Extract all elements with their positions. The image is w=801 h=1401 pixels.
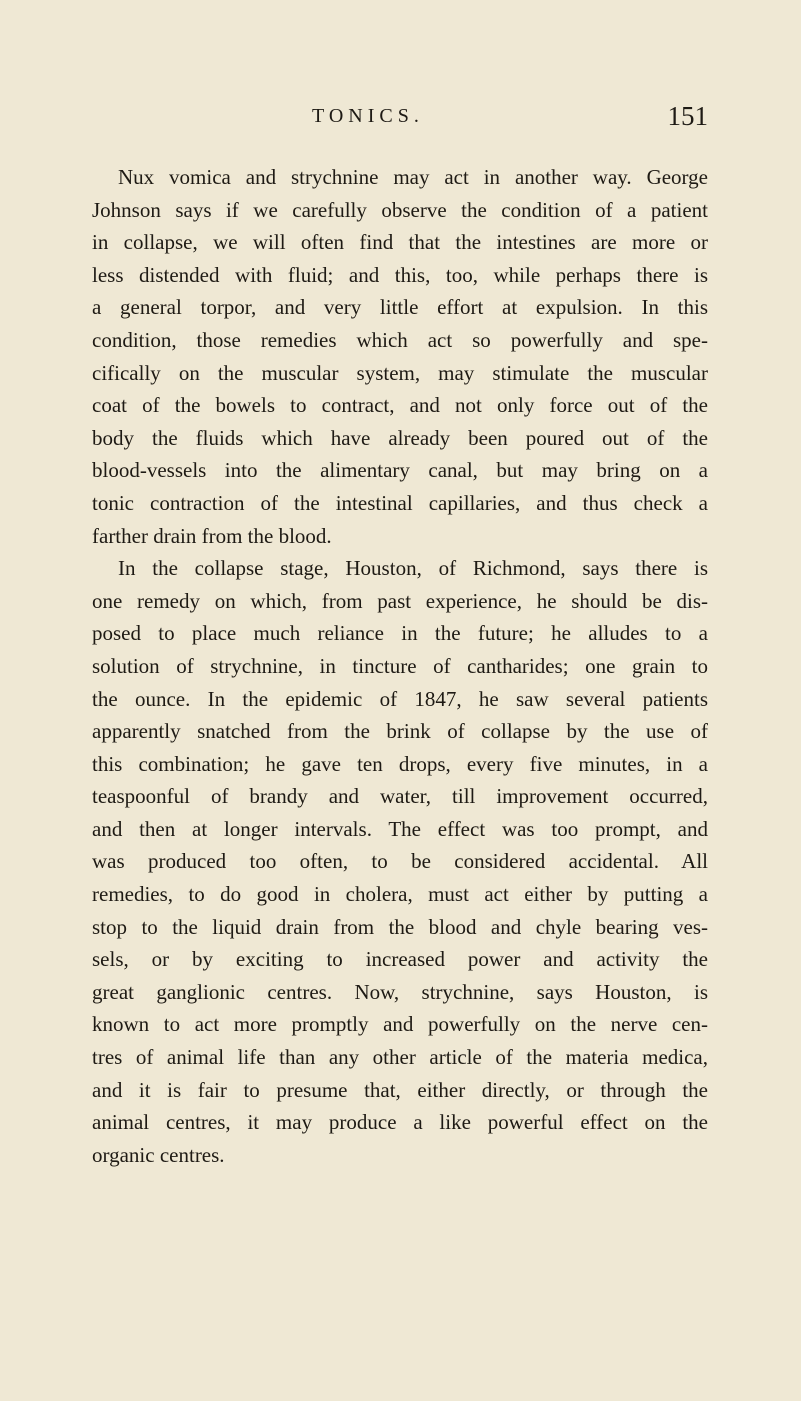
text-line: remedies, to do good in cholera, must act either by putting a — [92, 882, 708, 907]
running-head — [92, 100, 708, 132]
body-text — [92, 161, 708, 1171]
text-line: stop to the liquid drain from the blood and chyle bearing ves- — [92, 914, 708, 939]
text-line: this combination; he gave ten drops, every five minutes, in a — [92, 751, 708, 776]
text-line: condition, those remedies which act so powerfully and spe- — [92, 327, 708, 352]
text-line: animal centres, it may produce a like powerful effect on the — [92, 1110, 708, 1135]
text-line: farther drain from the blood. — [92, 523, 332, 548]
paragraph-2 — [92, 552, 708, 1171]
text-line: known to act more promptly and powerfully on the nerve cen- — [92, 1012, 708, 1037]
text-line: the ounce. In the epidemic of 1847, he saw several patients — [92, 686, 708, 711]
text-line: one remedy on which, from past experience, he should be dis- — [92, 588, 708, 613]
text-line: was produced too often, to be considered accidental. All — [92, 849, 708, 874]
text-line: solution of strychnine, in tincture of cantharides; one grain to — [92, 653, 708, 678]
page-number: 151 — [667, 101, 708, 131]
text-line: less distended with fluid; and this, too, while perhaps there is — [92, 262, 708, 287]
text-line: coat of the bowels to contract, and not only force out of the — [92, 393, 708, 418]
text-line: Nux vomica and strychnine may act in another way. George — [118, 165, 708, 189]
text-line: cifically on the muscular system, may stimulate the muscular — [92, 360, 708, 385]
text-line: Johnson says if we carefully observe the condition of a patient — [92, 197, 708, 222]
text-line: tres of animal life than any other article of the materia medica, — [92, 1045, 708, 1070]
running-title: TONICS. — [312, 105, 424, 127]
text-line: blood-vessels into the alimentary canal, but may bring on a — [92, 458, 708, 483]
text-line: apparently snatched from the brink of collapse by the use of — [92, 719, 708, 744]
text-line: In the collapse stage, Houston, of Richmond, says there is — [118, 556, 708, 581]
text-line: a general torpor, and very little effort at expulsion. In this — [92, 295, 708, 320]
text-line: teaspoonful of brandy and water, till improvement occurred, — [92, 784, 708, 809]
text-line: posed to place much reliance in the future; he alludes to a — [92, 621, 708, 646]
text-line: organic centres. — [92, 1142, 225, 1167]
paragraph-1 — [92, 161, 708, 552]
text-line: great ganglionic centres. Now, strychnine, says Houston, is — [92, 979, 708, 1004]
text-line: and then at longer intervals. The effect was too prompt, and — [92, 816, 708, 841]
text-line: sels, or by exciting to increased power and activity the — [92, 947, 708, 972]
text-line: and it is fair to presume that, either directly, or through the — [92, 1077, 708, 1102]
text-line: body the fluids which have already been poured out of the — [92, 425, 708, 450]
text-line: tonic contraction of the intestinal capillaries, and thus check a — [92, 490, 708, 515]
text-line: in collapse, we will often find that the intestines are more or — [92, 230, 708, 255]
